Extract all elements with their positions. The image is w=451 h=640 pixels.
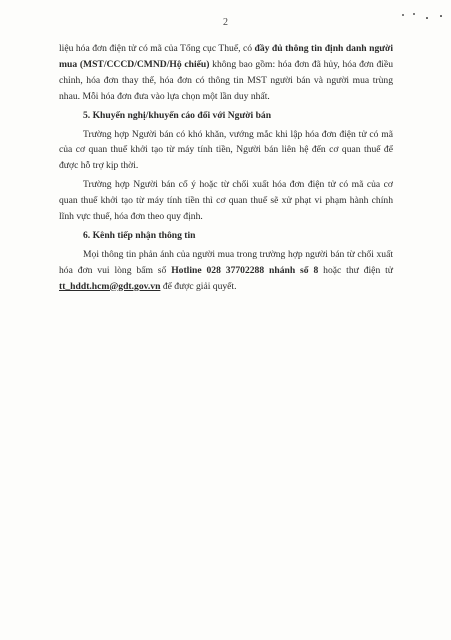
section-5-paragraph-1: Trường hợp Người bán có khó khăn, vướng mắc khi lập hóa đơn điện tử có mã của cơ quan thuế khởi tạo từ máy tính tiền, Người bán liên hệ đến cơ quan thuế để được hỗ trợ kịp thời.	[59, 128, 393, 172]
heading-section-5: 5. Khuyến nghị/khuyến cáo đối với Người bán	[83, 109, 272, 121]
bold-phrase-buyer-identity: đầy đủ thông tin định danh người mua (MST/CCCD/CMND/Hộ chiếu)	[59, 43, 393, 70]
hotline-text: Hotline 028 37702288 nhánh số 8	[171, 264, 319, 276]
section-5-paragraph-2: Trường hợp Người bán cố ý hoặc từ chối xuất hóa đơn điện tử có mã của cơ quan thuế khởi tạo từ máy tính tiền thì cơ quan thuế sẽ xử phạt vi phạm hành chính lĩnh vực thuế, hóa đơn theo quy định.	[59, 179, 393, 223]
heading-section-6: 6. Kênh tiếp nhận thông tin	[83, 229, 196, 241]
document-body	[59, 41, 393, 295]
scan-specks	[400, 10, 450, 22]
section-6-paragraph: Mọi thông tin phản ánh của người mua trong trường hợp người bán từ chối xuất hóa đơn vui lòng bấm số Hotline 028 37702288 nhánh số 8 hoặc thư điện tử tt_hddt.hcm@gdt.gov.vn để được giải quyết.	[59, 248, 393, 292]
page-number: 2	[223, 17, 228, 28]
paragraph-continued: liệu hóa đơn điện tử có mã của Tổng cục Thuế, có đầy đủ thông tin định danh người mua (MST/CCCD/CMND/Hộ chiếu) không bao gồm: hóa đơn đã hủy, hóa đơn điều chỉnh, hóa đơn thay thế, hóa đơn có thông tin MST người bán và người mua trùng nhau. Mỗi hóa đơn đưa vào lựa chọn một lần duy nhất.	[59, 43, 393, 102]
email-address: tt_hddt.hcm@gdt.gov.vn	[59, 280, 161, 292]
